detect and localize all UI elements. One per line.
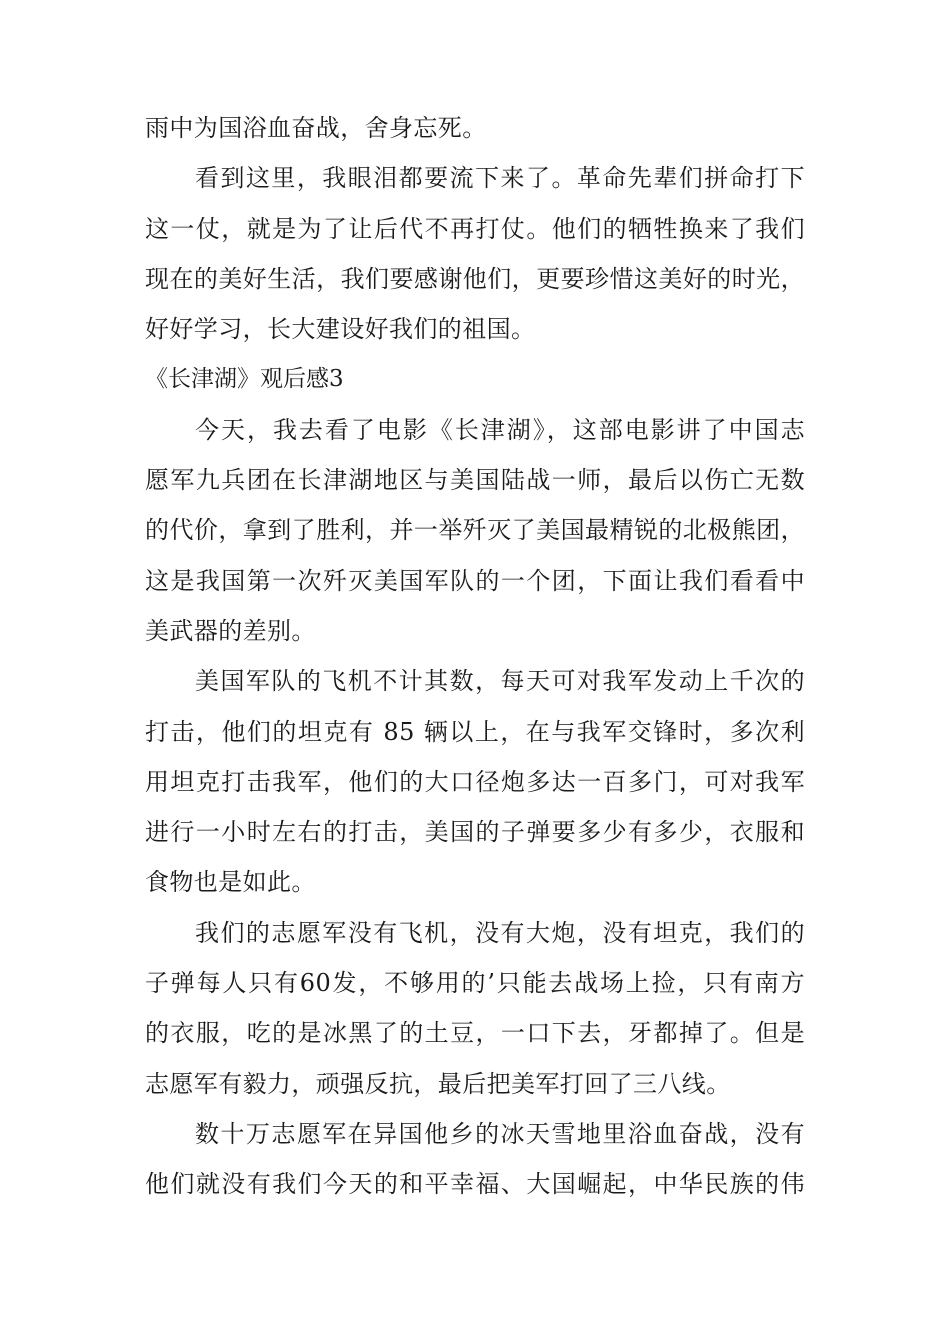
paragraph-start-line: 我们的志愿军没有飞机，没有大炮，没有坦克，我们的	[195, 918, 805, 947]
text-line: 愿军九兵团在长津湖地区与美国陆战一师，最后以伤亡无数	[145, 466, 805, 495]
paragraph-start-line: 今天，我去看了电影《长津湖》，这部电影讲了中国志	[195, 415, 805, 444]
paragraph-start-line: 数十万志愿军在异国他乡的冰天雪地里浴血奋战，没有	[195, 1119, 805, 1148]
paragraph-start-line: 看到这里，我眼泪都要流下来了。革命先辈们拼命打下	[195, 164, 805, 193]
text-line: 雨中为国浴血奋战，舍身忘死。	[145, 114, 487, 142]
text-line: 他们就没有我们今天的和平幸福、大国崛起，中华民族的伟	[145, 1170, 805, 1199]
text-line: 子弹每人只有60发，不够用的’只能去战场上捡，只有南方	[145, 969, 805, 998]
text-line: 打击，他们的坦克有 85 辆以上，在与我军交锋时，多次利	[145, 717, 805, 746]
section-heading: 《长津湖》观后感3	[145, 366, 344, 393]
text-line: 用坦克打击我军，他们的大口径炮多达一百多门，可对我军	[145, 767, 805, 796]
text-line: 的衣服，吃的是冰黑了的土豆，一口下去，牙都掉了。但是	[145, 1019, 805, 1048]
text-line: 的代价，拿到了胜利，并一举歼灭了美国最精锐的北极熊团，	[145, 516, 805, 545]
text-line: 美武器的差别。	[145, 616, 316, 645]
text-line: 好好学习，长大建设好我们的祖国。	[145, 315, 536, 344]
text-line: 进行一小时左右的打击，美国的子弹要多少有多少，衣服和	[145, 818, 805, 847]
paragraph-start-line: 美国军队的飞机不计其数，每天可对我军发动上千次的	[195, 667, 805, 696]
text-line: 食物也是如此。	[145, 868, 316, 897]
text-line: 志愿军有毅力，顽强反抗，最后把美军打回了三八线。	[145, 1069, 731, 1098]
document-page	[145, 103, 805, 1210]
text-line: 现在的美好生活，我们要感谢他们，更要珍惜这美好的时光，	[145, 264, 805, 293]
text-line: 这是我国第一次歼灭美国军队的一个团，下面让我们看看中	[145, 566, 805, 595]
text-line: 这一仗，就是为了让后代不再打仗。他们的牺牲换来了我们	[145, 214, 805, 243]
